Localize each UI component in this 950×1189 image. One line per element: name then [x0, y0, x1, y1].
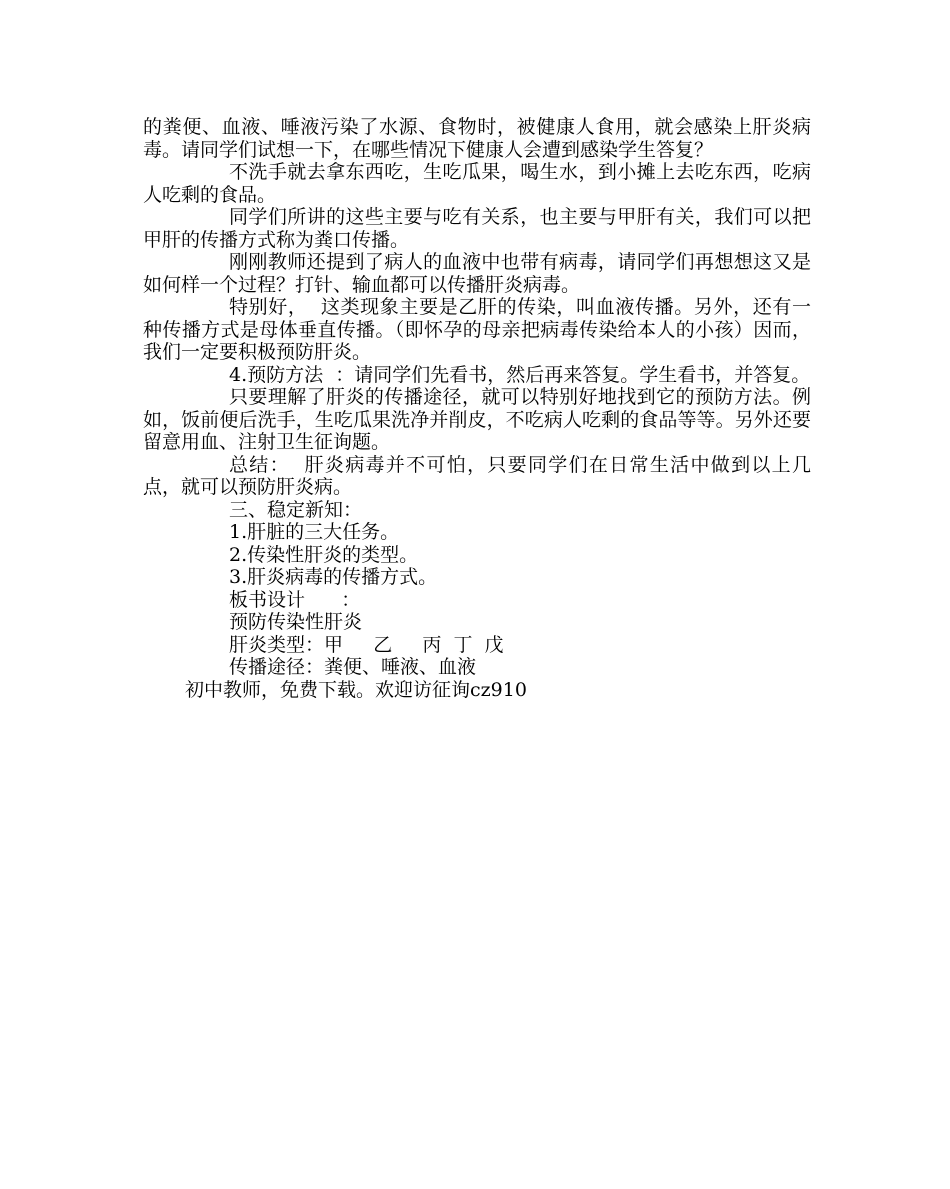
- blackboard-hepatitis-types: 肝炎类型：甲 乙 丙 丁 戊: [229, 633, 504, 656]
- blackboard-transmission-routes: 传播途径：粪便、唾液、血液: [229, 656, 477, 678]
- paragraph-fecal-oral: 同学们所讲的这些主要与吃有关系，也主要与甲肝有关，我们可以把甲肝的传播方式称为粪口传播。: [143, 206, 811, 251]
- paragraph-infection-intro: 的粪便、血液、唾液污染了水源、食物时，被健康人食用，就会感染上肝炎病毒。请同学们试想一下，在哪些情况下健康人会遭到感染学生答复？: [143, 116, 811, 161]
- document-body: [143, 116, 811, 701]
- list-item: 2.传染性肝炎的类型。: [229, 543, 419, 566]
- paragraph-blood-question: 刚刚教师还提到了病人的血液中也带有病毒，请同学们再想想这又是如何样一个过程？打针、输血都可以传播肝炎病毒。: [143, 251, 811, 296]
- paragraph-prevention-examples: 只要理解了肝炎的传播途径，就可以特别好地找到它的预防方法。例如，饭前便后洗手，生吃瓜果洗净并削皮，不吃病人吃剩的食品等等。另外还要留意用血、注射卫生征询题。: [143, 386, 811, 453]
- paragraph-prevention-methods: 4.预防方法 ：请同学们先看书，然后再来答复。学生看书，并答复。: [229, 363, 811, 386]
- paragraph-student-answer: 不洗手就去拿东西吃，生吃瓜果，喝生水，到小摊上去吃东西，吃病人吃剩的食品。: [143, 161, 811, 206]
- list-item: 1.肝脏的三大任务。: [229, 521, 400, 543]
- list-item: 3.肝炎病毒的传播方式。: [229, 566, 438, 588]
- footer-note: 初中教师，免费下载。欢迎访征询cz910: [185, 678, 527, 701]
- paragraph-summary: 总结： 肝炎病毒并不可怕，只要同学们在日常生活中做到以上几点，就可以预防肝炎病。: [143, 453, 811, 498]
- paragraph-blood-transmission: 特别好， 这类现象主要是乙肝的传染，叫血液传播。另外，还有一种传播方式是母体垂直传播。（即怀孕的母亲把病毒传染给本人的小孩）因而，我们一定要积极预防肝炎。: [143, 296, 811, 363]
- blackboard-title: 预防传染性肝炎: [229, 611, 363, 633]
- blackboard-design-heading: 板书设计 ：: [229, 588, 361, 611]
- section-heading-consolidate: 三、稳定新知：: [229, 498, 363, 521]
